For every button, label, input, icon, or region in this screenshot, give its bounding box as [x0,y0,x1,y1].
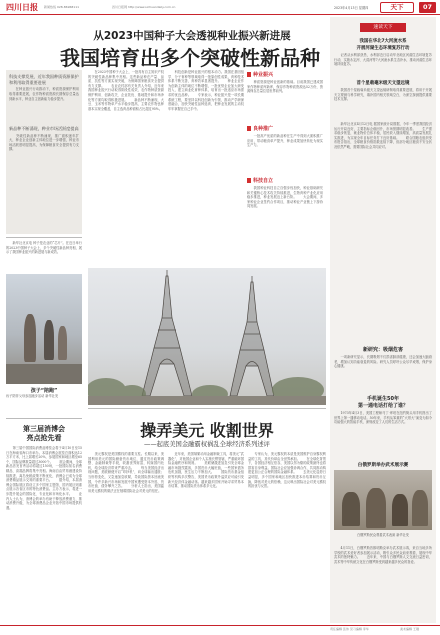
subhead-3: 科技自立 [253,178,274,184]
center-divider [88,408,326,409]
photo-right-caption: 白俄罗斯民众观看武术表演 新华社发 [356,533,409,537]
footer-rule [0,625,440,626]
left-feature-body: 第三届中国国际消费品博览会将于4月10日至15日在海南省海口市举办。本届消博会展览总面积达12万平方米，比上届增长20%，参展国家和地区增至65个，国际品牌数量超过3000个。 展会期间，全球新品首发首秀活动将超过150场，一批国际知名消费精品、高端品牌将集中亮相。海南自由贸易港建设持续推进，离岛免税政策不断优化，消博会已成为全球消费精品展示交易的重要平台。 据介绍，本届消博会国际展区将设立多个国家主题馆，国内展区则重点展示各省区市的特色消费品。主办方表示，将进一步提升展会的国际化、专业化和市场化水平。 业内人士认为，消博会的举办有助于释放消费潜力，推动消费升级，为全球消费品企业开拓中国市场提供机遇。 [6,446,82,510]
ground [6,364,82,384]
right-section-label: 速读天下 [360,23,406,32]
lead-body-col-3: 种质资源是种业创新的基础。目前我国已建成国家作物种质库新库，保存作物种质资源达52万份，资源保存总量位居世界前列。 [247,80,323,94]
lead-headline: 我国培育出多个突破性新品种 [60,46,320,70]
right-column-text-end: 4月11日，白俄罗斯首都明斯克举办武术展示赛，来自当地多所学校的武术爱好者参加展示活动，吸引众多民众前来观看，展现中华武术的独特魅力。 近年来，中国与白俄罗斯人文交流日益密切，武术等中华传统文化在白俄罗斯受到越来越多民众的喜爱。 [334,546,432,564]
brief-2-title: 首个星载毫米级天文望远镜 [356,81,410,86]
logo: 四川日报 [6,2,38,12]
lead-body-col-4: 一批高产优质的新品种在生产中得到大面积推广应用，带动粮食单产提升，种业成果加快转化为现实生产力。 [247,134,323,148]
brief-4-body: 1973年4月3日，美国工程师马丁·库珀在纽约街头用手机拨出了世界上第一通移动电话。50年来，手机从笨重的“大哥大”演变为如今功能强大的智能手机，深刻改变了人们的生活方式。 [334,411,432,425]
crowd-shape-4 [412,490,428,526]
summary-point-1: 科技支撑发展，近年我国种质资源保护和利用取得重要进展 [9,74,79,86]
bottom-body-col-2: 近年来，美国频繁动用金融制裁工具，将美元“武器化”，对他国企业和个人实施长臂管辖，严重破坏国际金融秩序和规则。 美联储激进加息引发全球金融市场剧烈震荡，多国货币大幅贬值，一些国家债务危机加剧，民生压力不断加大。 国际货币基金组织等机构多次警告，美国货币政策外溢效应可能引发新兴经济体金融动荡。越来越多国家开始寻求贸易本币结算，推动国际货币体系多元化。 [168,452,244,489]
left-feature-divider [6,418,82,419]
brief-4-label: 手机诞生50年 [367,396,399,402]
brief-1-label: 我国在华北7大河流水系 [359,39,407,44]
runner-figure-3 [58,326,67,360]
brief-2-body: 我国首个星载毫米级天文望远镜研制取得重要进展，将用于开展天文观测与科学研究，填补国内相关领域空白，为深空探测提供重要技术支撑。 [334,88,432,102]
crowd-shape-3 [392,494,408,526]
crowd-shape-1 [342,492,360,526]
summary-body-2: 突破性新品种不断涌现，推广面积逐年扩大，种业企业创新主体地位进一步增强，种业市场活跃度明显提高，为保障粮食安全提供有力支撑。 [9,133,79,152]
summary-divider [6,237,82,238]
bottom-subheadline: ——起底美国金融霸权祸乱全球经济系列述评 [144,441,270,448]
masthead-date: 2023年4月13日 星期四 [334,6,369,10]
masthead [0,0,440,15]
page-number: 07 [419,2,436,13]
photo-right-column [334,470,432,530]
subhead-2-marker [247,126,251,131]
lead-body-col-5: 我国种业科技自立自强步伐加快，种业基础研究和关键核心技术攻关持续推进，生物育种产业化应用稳步推进，种业发展迈上新台阶。 大会期间，多家种业企业签约合作项目，推动种业产业链上下游协同发展。 [247,186,323,209]
lead-kicker: 从2023中国种子大会透视种业振兴新进展 [93,30,291,42]
subhead-3-marker [247,178,251,183]
photo-eiffel-tower [88,268,326,405]
subhead-2: 良种推广 [253,126,274,132]
brief-1-title: 开展河湖生态环境复苏行动 [356,46,410,51]
left-column-text-1: 新华社北京电 种子是农业的“芯片”。在近日举行的2023中国种子大会上，多个突破性新品种亮相，展示了我国种业振兴的新进展与新成效。 [6,241,82,255]
bottom-body-col-3: 专家认为，美元霸权的本质是美国维护自身霸权利益的工具，其代价却由全世界承担。 在全球化背景下，各国经济相互依存，美国以邻为壑的政策最终也将损害自身利益。国际社会应加强协调合作，共同推动构建更加公正合理的国际金融体系。 去美元化趋势日益明显，多个国家和地区加快推进本币结算和货币互换，降低对美元的依赖，这反映出国际社会对美元霸权的担忧与反思。 [248,452,326,489]
masthead-website: 四川日报网 http://www.sichuandaily.com.cn [112,5,176,9]
lead-body-col-1: 在2023中国种子大会上，一批具有自主知识产权的突破性新品种集中亮相。这些新品种在产量、品质、抗性等方面实现突破，为保障国家粮食安全提供有力支撑。 农业农村部有关负责人介绍，近年来我国种业振兴行动取得阶段性成效，农作物种质资源保护利用、创新攻关、企业扶优、基地提升和市场净化等方面均取得积极进展。 新品种不断涌现，大豆、玉米等作物单产水平稳步提高，主要农作物良种基本实现全覆盖，自主选育品种面积占比超过95%。 [88,70,164,111]
lead-summary-box [6,70,82,234]
masthead-hotline: 新闻热线 028-86968111 [44,5,80,9]
brief-5-title: 白俄罗斯举办武术展示赛 [357,463,409,468]
runner-figure-2 [44,320,54,360]
photo-left-caption-body: 孩子陪伴父母参加跑步活动 新华社发 [6,394,59,398]
crowd-shape-2 [366,488,386,528]
section-tag: 天下 [380,2,414,13]
brief-1-body: 记者从水利部获悉，水利部近日启动华北地区河湖生态环境复苏行动，实施永定河、大清河等7大河流水系生态补水，推动河湖生态环境持续复苏。 [334,53,432,67]
bottom-body-col-1: 美元霸权是美国霸权的重要支柱。长期以来，美国利用美元的国际储备货币地位，通过货币政策调整、金融制裁等手段，收割世界财富，转嫁国内危机，给全球经济带来严重冲击。 每当美国经济出现问题，美联储便开启“印钞机”，向全球输出通胀；当形势变化，又急速加息收紧，导致国际资本回流美国，令许多新兴市场和发展中国家遭受资本外逃、货币贬值、债务攀升之苦。 分析人士指出，美国滥用美元霸权的做法正在削弱国际社会对美元的信任。 [88,452,164,493]
left-feature-headline-2: 亮点抢先看 [26,434,62,442]
footer-editors: 责任编辑 张伟 见习编辑 李华 [330,627,369,631]
summary-body-1: 在种业振兴行动推动下，种质资源保护利用取得重要进展，农作物种质资源长期保存总量达到新水平，种业自主创新能力稳步提升。 [9,87,79,101]
left-feature-headline-1: 第三届消博会 [23,425,65,433]
eiffel-tower-illustration [88,268,326,405]
brief-3-label: 新研究：吸烟危害 [362,347,403,353]
summary-point-2: 新品种不断涌现，种业市场活跃度提高 [9,126,79,132]
brief-3-body: 新华社北京4月12日电 据国家统计局数据，今年一季度我国经济运行开局良好，主要指标企稳回升，市场预期明显改善。 生产需求稳步恢复，就业物价总体平稳，居民收入继续增加，高质量发展扎实推进，为实现全年目标任务打下良好基础。 联合国粮农组织发布报告指出，全球粮食价格指数连续下降，但部分地区粮食不安全状况依然严峻，需要国际社会共同应对。 [334,122,432,149]
subhead-1: 种业振兴 [253,72,274,78]
lead-body-col-2: 科技创新是种业振兴的根本动力。我国在基因组学、分子育种等领域取得一批原创性成果，育种技术体系不断完善，育种效率显著提升。 种业企业作为创新主体的地位不断增强，一批优势企业加大研发投入，建立商业化育种体系，培育出一批适应市场需求的优良品种。 专家表示，种业振兴是一项长期系统工程，要坚持以科技创新为引领，推动产学研深度融合，加快突破性品种选育，把种业发展的主动权牢牢掌握在自己手中。 [168,70,244,111]
footer-art-editor: 美术编辑 王刚 [400,627,419,631]
brief-4-title: 第一通电话打给了谁？ [357,403,408,409]
brief-research-body: 一项新研究显示，长期吸烟不仅损害肺部健康，还会加速大脑衰老，增加认知功能衰退的风险。研究人员呼吁公众尽早戒烟，保护身心健康。 [334,355,432,369]
runner-figure-1 [24,314,36,362]
bottom-headline: 操弄美元 收割世界 [140,421,274,440]
subhead-1-marker [247,72,251,77]
photo-left-caption-title: 孩子“陪跑” [30,388,58,394]
photo-kids-running [6,274,82,384]
